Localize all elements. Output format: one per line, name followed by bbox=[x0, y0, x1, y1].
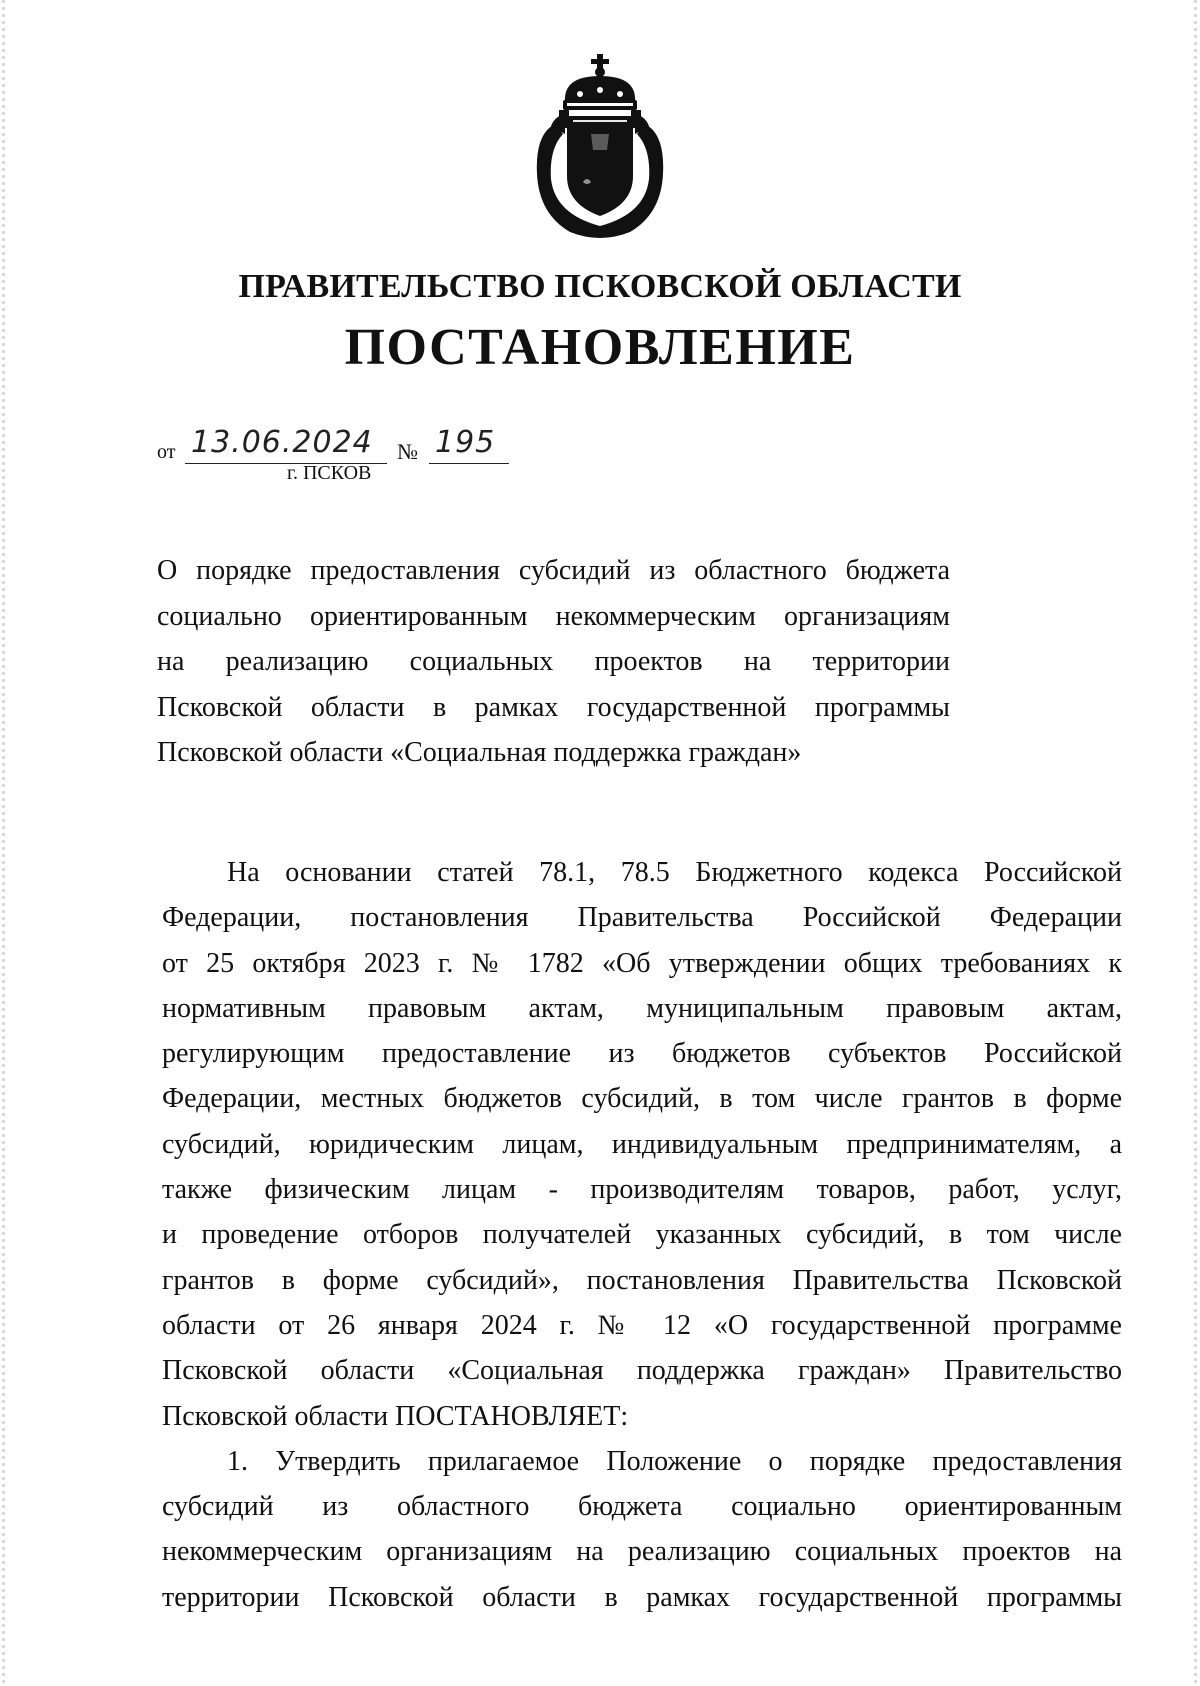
subject-line: О порядке предоставления субсидий из областного бюджета bbox=[157, 555, 950, 586]
body-line: некоммерческим организациям на реализацию социальных проектов на bbox=[162, 1536, 1122, 1568]
body-line: грантов в форме субсидий», постановления Правительства Псковской bbox=[162, 1264, 1122, 1296]
body-line: На основании статей 78.1, 78.5 Бюджетного кодекса Российской bbox=[227, 857, 1122, 888]
body-line: и проведение отборов получателей указанных субсидий, в том числе bbox=[162, 1219, 1122, 1251]
body-line: регулирующим предоставление из бюджетов субъектов Российской bbox=[162, 1038, 1122, 1070]
subject-line: на реализацию социальных проектов на территории bbox=[157, 646, 950, 677]
city-label: г. ПСКОВ bbox=[287, 462, 372, 484]
document-meta-line bbox=[157, 425, 677, 465]
document-subject bbox=[157, 548, 950, 776]
number-underline bbox=[429, 463, 509, 464]
number-label: № bbox=[397, 439, 418, 464]
body-line: субсидий из областного бюджета социально ориентированным bbox=[162, 1491, 1122, 1523]
organization-name: ПРАВИТЕЛЬСТВО ПСКОВСКОЙ ОБЛАСТИ bbox=[238, 268, 962, 305]
body-line: от 25 октября 2023 г. № 1782 «Об утверждении общих требованиях к bbox=[162, 947, 1122, 979]
body-line: 1. Утвердить прилагаемое Положение о порядке предоставления bbox=[227, 1445, 1122, 1477]
subject-line: Псковской области «Социальная поддержка граждан» bbox=[157, 737, 802, 768]
body-line: территории Псковской области в рамках государственной программы bbox=[162, 1581, 1122, 1613]
coat-of-arms-emblem bbox=[525, 54, 675, 244]
body-line: Псковской области «Социальная поддержка граждан» Правительство bbox=[162, 1355, 1122, 1387]
body-line: Федерации, местных бюджетов субсидий, в том числе грантов в форме bbox=[162, 1083, 1122, 1115]
scan-edge-left bbox=[2, 0, 5, 1686]
body-line: нормативным правовым актам, муниципальным правовым актам, bbox=[162, 992, 1122, 1024]
body-line: субсидий, юридическим лицам, индивидуальным предпринимателям, а bbox=[162, 1128, 1122, 1160]
document-body bbox=[162, 850, 1122, 1620]
subject-line: Псковской области в рамках государственной программы bbox=[157, 691, 950, 723]
body-line: Псковской области ПОСТАНОВЛЯЕТ: bbox=[162, 1400, 629, 1432]
body-line: Федерации, постановления Правительства Российской Федерации bbox=[162, 902, 1122, 934]
from-label: от bbox=[157, 441, 176, 463]
body-line: также физическим лицам - производителям товаров, работ, услуг, bbox=[162, 1174, 1122, 1206]
body-line: области от 26 января 2024 г. № 12 «О государственной программе bbox=[162, 1309, 1122, 1341]
handwritten-date: 13.06.2024 bbox=[191, 425, 373, 460]
handwritten-number: 195 bbox=[435, 425, 496, 460]
scan-edge-right bbox=[1194, 0, 1197, 1686]
document-type-title: ПОСТАНОВЛЕНИЕ bbox=[344, 319, 856, 376]
subject-line: социально ориентированным некоммерческим организациям bbox=[157, 600, 950, 632]
